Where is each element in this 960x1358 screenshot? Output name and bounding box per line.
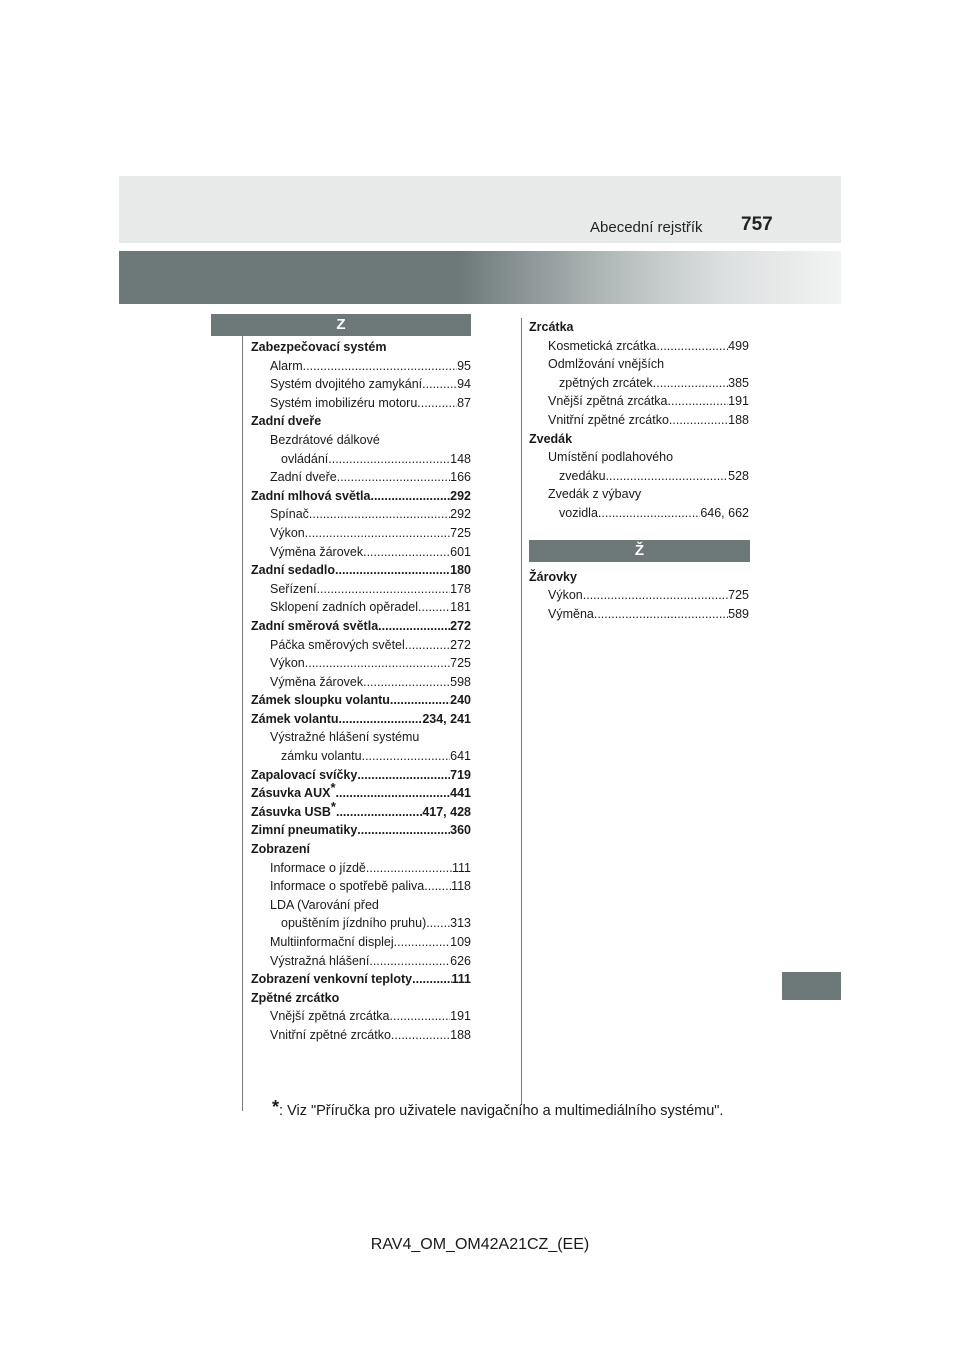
- index-entry-page: 180: [450, 563, 471, 578]
- index-group-z-cont: [529, 318, 749, 523]
- index-entry: [251, 487, 471, 506]
- index-entry: [251, 617, 471, 636]
- index-entry-page: 292: [450, 488, 471, 503]
- index-entry: Zrcátka: [529, 320, 574, 334]
- index-entry-term: ovládání: [281, 451, 329, 466]
- footnote-text: : Viz "Příručka pro uživatele navigačního a multimediálního systému".: [279, 1103, 724, 1119]
- header-gradient-bar: [119, 251, 841, 304]
- index-entry-term: Zimní pneumatiky: [251, 823, 358, 838]
- index-entry: Odmlžování vnějších: [548, 357, 665, 372]
- index-entry: [251, 505, 471, 524]
- index-entry-page: 499: [728, 338, 749, 353]
- dot-leader: [390, 1007, 451, 1026]
- index-entry: [251, 1007, 471, 1026]
- index-entry: LDA (Varování před: [270, 897, 379, 912]
- dot-leader: [366, 859, 452, 878]
- index-entry: [251, 375, 471, 394]
- index-entry: Zvedák z výbavy: [548, 487, 642, 502]
- index-entry-term: Vnitřní zpětné zrcátko: [270, 1027, 391, 1042]
- index-entry-page: 178: [450, 581, 471, 596]
- index-entry-page: 234, 241: [422, 711, 471, 726]
- index-entry: [251, 952, 471, 971]
- index-entry: [529, 467, 749, 486]
- index-entry-term: Výměna žárovek: [270, 674, 364, 689]
- index-entry-page: 641: [450, 749, 471, 764]
- index-entry-page: 385: [728, 375, 749, 390]
- index-entry: [251, 598, 471, 617]
- index-entry-term: Seřízení: [270, 581, 317, 596]
- index-entry: [529, 337, 749, 356]
- page-number: 757: [741, 214, 773, 235]
- index-entry-page: 528: [728, 468, 749, 483]
- index-entry-page: 725: [728, 588, 749, 603]
- index-entry-page: 598: [450, 674, 471, 689]
- dot-leader: [370, 487, 450, 506]
- dot-leader: [668, 392, 729, 411]
- index-entry-term: Výstražná hlášení: [270, 953, 370, 968]
- index-entry: [529, 605, 749, 624]
- index-entry: [251, 580, 471, 599]
- index-entry: [251, 859, 471, 878]
- index-entry-term: Zobrazení venkovní teploty: [251, 972, 413, 987]
- dot-leader: [669, 411, 728, 430]
- index-entry: [251, 636, 471, 655]
- index-entry: [251, 450, 471, 469]
- index-entry-page: 240: [450, 693, 471, 708]
- footnote-marker: *: [330, 780, 336, 796]
- index-entry-page: 719: [450, 767, 471, 782]
- index-entry: [529, 504, 749, 523]
- index-entry-term: Spínač: [270, 507, 309, 522]
- dot-leader: [317, 580, 451, 599]
- index-entry-page: 272: [450, 618, 471, 633]
- index-entry-term: Informace o jízdě: [270, 860, 366, 875]
- index-entry-term: zámku volantu: [281, 749, 362, 764]
- index-entry-page: 95: [457, 358, 471, 373]
- index-entry-page: 725: [450, 656, 471, 671]
- dot-leader: [363, 543, 450, 562]
- dot-leader: [357, 821, 450, 840]
- index-entry-page: 118: [451, 879, 471, 894]
- dot-leader: [653, 374, 728, 393]
- index-entry-term: Kosmetická zrcátka: [548, 338, 657, 353]
- index-entry-page: 292: [450, 507, 471, 522]
- dot-leader: [656, 337, 728, 356]
- dot-leader: [405, 636, 450, 655]
- dot-leader: [598, 504, 700, 523]
- index-entry-term: Zámek volantu: [251, 711, 339, 726]
- footnote: [272, 1097, 723, 1119]
- index-entry-page: 191: [450, 1009, 471, 1024]
- index-entry-term: Výměna žárovek: [270, 544, 364, 559]
- index-entry: [251, 933, 471, 952]
- index-group-zh: [529, 568, 749, 624]
- index-entry: Zobrazení: [251, 842, 311, 857]
- index-entry-term: Zásuvka USB*: [251, 798, 336, 819]
- index-entry-term: Výkon: [270, 656, 305, 671]
- dot-leader: [337, 468, 450, 487]
- index-entry-term: Zásuvka AUX*: [251, 780, 336, 801]
- index-entry: Zabezpečovací systém: [251, 340, 387, 354]
- index-entry-term: Zadní směrová světla: [251, 618, 379, 633]
- index-entry: [251, 780, 471, 803]
- index-entry-page: 191: [728, 394, 749, 409]
- index-entry: [251, 654, 471, 673]
- index-entry-page: 360: [450, 823, 471, 838]
- page-title: Abecední rejstřík: [590, 219, 703, 236]
- index-entry-term: Zadní sedadlo: [251, 563, 336, 578]
- index-entry-term: Zadní mlhová světla: [251, 488, 371, 503]
- dot-leader: [305, 524, 450, 543]
- index-entry: [529, 374, 749, 393]
- index-entry-term: Výměna: [548, 606, 594, 621]
- index-entry: Žárovky: [529, 569, 577, 584]
- index-entry-page: 181: [450, 600, 471, 615]
- section-tab: [782, 972, 841, 1000]
- dot-leader: [303, 357, 457, 376]
- dot-leader: [309, 505, 450, 524]
- index-entry-page: 94: [457, 377, 471, 392]
- dot-leader: [594, 605, 728, 624]
- dot-leader: [328, 450, 450, 469]
- index-entry: [251, 524, 471, 543]
- index-column-left: [251, 338, 471, 1045]
- index-entry-page: 166: [450, 470, 471, 485]
- index-entry-page: 417, 428: [422, 804, 471, 819]
- index-entry-term: zpětných zrcátek: [559, 375, 653, 390]
- left-column-divider: [242, 336, 243, 1111]
- index-entry: Bezdrátové dálkové: [270, 432, 380, 447]
- index-entry-page: 601: [450, 544, 471, 559]
- index-entry-term: Vnitřní zpětné zrcátko: [548, 412, 669, 427]
- dot-leader: [357, 766, 450, 785]
- index-entry-term: Výkon: [548, 588, 583, 603]
- dot-leader: [412, 970, 451, 989]
- index-entry-page: 109: [450, 935, 471, 949]
- index-entry: Zpětné zrcátko: [251, 990, 340, 1005]
- index-entry-page: 188: [728, 412, 749, 427]
- dot-leader: [339, 710, 423, 729]
- dot-leader: [369, 952, 450, 971]
- index-entry-term: Multiinformační displej: [270, 935, 394, 949]
- index-entry: [251, 561, 471, 580]
- index-entry-page: 87: [457, 395, 471, 410]
- index-entry: [251, 747, 471, 766]
- index-entry: [251, 1026, 471, 1045]
- index-entry-term: vozidla: [559, 505, 598, 520]
- letter-heading-z: Z: [211, 314, 471, 336]
- index-entry: [251, 970, 471, 989]
- index-entry-term: Páčka směrových světel: [270, 637, 405, 652]
- index-entry: Výstražné hlášení systému: [270, 730, 420, 745]
- dot-leader: [426, 914, 450, 933]
- index-entry-term: Systém imobilizéru motoru: [270, 395, 418, 410]
- index-entry-term: Výkon: [270, 525, 305, 540]
- index-entry-page: 313: [450, 916, 471, 931]
- dot-leader: [378, 617, 450, 636]
- index-entry: [251, 914, 471, 933]
- index-entry: [251, 798, 471, 822]
- dot-leader: [606, 467, 729, 486]
- index-entry-term: zvedáku: [559, 468, 606, 483]
- index-entry-page: 272: [450, 637, 471, 652]
- index-entry: [529, 392, 749, 411]
- index-entry: [251, 821, 471, 840]
- index-entry-term: opuštěním jízdního pruhu): [281, 916, 427, 931]
- dot-leader: [583, 586, 728, 605]
- dot-leader: [422, 375, 457, 394]
- index-entry: Zadní dveře: [251, 414, 322, 429]
- index-entry-term: Zadní dveře: [270, 470, 337, 485]
- index-entry: [529, 586, 749, 605]
- dot-leader: [394, 933, 450, 952]
- dot-leader: [418, 598, 450, 617]
- dot-leader: [390, 691, 450, 710]
- index-entry: [251, 468, 471, 487]
- index-entry-term: Zapalovací svíčky: [251, 767, 358, 782]
- index-entry-term: Systém dvojitého zamykání: [270, 377, 423, 392]
- dot-leader: [335, 561, 450, 580]
- index-entry-page: 111: [451, 860, 471, 875]
- dot-leader: [391, 1026, 450, 1045]
- index-entry-term: Sklopení zadních opěradel: [270, 600, 419, 615]
- index-entry: Zvedák: [529, 431, 573, 446]
- letter-heading-zh: Ž: [529, 540, 750, 562]
- index-entry-page: 148: [450, 451, 471, 466]
- index-entry-page: 188: [450, 1027, 471, 1042]
- index-entry: Umístění podlahového: [548, 450, 674, 465]
- index-entry-page: 646, 662: [700, 505, 749, 520]
- document-code: RAV4_OM_OM42A21CZ_(EE): [370, 1236, 590, 1253]
- index-entry: [251, 673, 471, 692]
- index-entry-page: 111: [451, 972, 471, 987]
- index-entry-term: Vnější zpětná zrcátka: [270, 1009, 390, 1024]
- dot-leader: [336, 784, 451, 803]
- index-entry: [251, 766, 471, 785]
- footnote-marker: *: [330, 798, 336, 814]
- index-entry: [251, 357, 471, 376]
- header-box: [119, 176, 841, 243]
- index-entry: [529, 411, 749, 430]
- index-entry-term: Zámek sloupku volantu: [251, 693, 390, 708]
- index-entry-term: Vnější zpětná zrcátka: [548, 394, 668, 409]
- dot-leader: [305, 654, 450, 673]
- index-entry: [251, 877, 471, 896]
- index-entry: [251, 394, 471, 413]
- index-entry-page: 441: [450, 786, 471, 801]
- middle-column-divider: [521, 318, 522, 1105]
- dot-leader: [363, 673, 450, 692]
- dot-leader: [424, 877, 451, 896]
- index-entry-page: 589: [728, 606, 749, 621]
- dot-leader: [417, 394, 457, 413]
- index-entry: [251, 543, 471, 562]
- index-entry: [251, 691, 471, 710]
- index-entry: [251, 710, 471, 729]
- index-entry-page: 626: [450, 953, 471, 968]
- index-entry-page: 725: [450, 525, 471, 540]
- dot-leader: [336, 803, 422, 822]
- dot-leader: [362, 747, 451, 766]
- index-entry-term: Alarm: [270, 358, 303, 373]
- index-entry-term: Informace o spotřebě paliva: [270, 879, 425, 894]
- footnote-marker: *: [272, 1097, 280, 1117]
- index-column-right: [529, 318, 749, 623]
